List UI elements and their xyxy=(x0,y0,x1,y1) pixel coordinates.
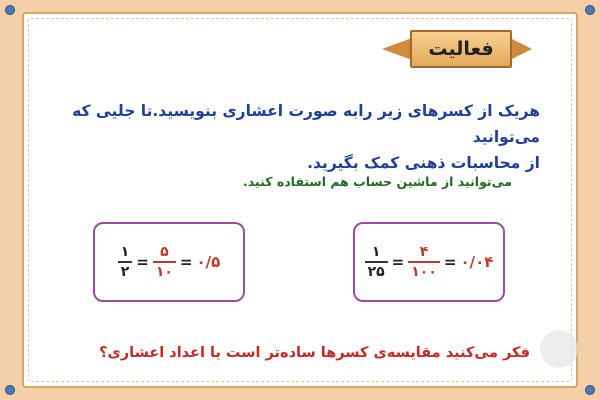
equivalent-fraction xyxy=(408,244,440,280)
fraction-numerator: ۵ xyxy=(160,244,169,261)
fraction-bar xyxy=(365,261,388,263)
fraction-denominator: ۲۵ xyxy=(367,263,385,280)
fraction-expression xyxy=(365,244,494,280)
fraction-numerator: ۱ xyxy=(371,244,381,261)
fraction-denominator: ۱۰۰ xyxy=(411,263,437,280)
instruction-line-1: هریک از کسرهای زیر رابه صورت اعشاری بنویسید.تا جلیی که می‌توانید xyxy=(72,102,540,146)
instruction-line-2: از محاسبات ذهنی کمک بگیرید. xyxy=(307,154,540,172)
equals-sign: = xyxy=(179,253,193,271)
equals-sign: = xyxy=(136,253,149,271)
fraction-numerator: ۱ xyxy=(120,244,130,261)
original-fraction xyxy=(118,244,133,280)
banner-title: فعالیت xyxy=(428,38,494,60)
corner-dot-icon xyxy=(585,385,595,395)
equivalent-fraction xyxy=(153,244,176,280)
calculator-note: می‌توانید از ماشین حساب هم استفاده کنید. xyxy=(243,174,512,189)
frame-decoration-line xyxy=(28,18,572,382)
example-card-half xyxy=(93,222,245,302)
instruction-paragraph xyxy=(40,98,540,176)
fraction-numerator: ۴ xyxy=(419,244,429,261)
fraction-bar xyxy=(153,261,176,263)
corner-dot-icon xyxy=(5,5,15,15)
activity-banner xyxy=(382,28,532,70)
fraction-bar xyxy=(408,261,440,263)
banner-board xyxy=(410,30,512,68)
equals-sign: = xyxy=(391,253,405,271)
fraction-denominator: ۱۰ xyxy=(155,263,173,280)
banner-ribbon-right xyxy=(510,38,532,60)
example-card-twenty-fifth xyxy=(353,222,505,302)
watermark-logo xyxy=(540,330,578,368)
corner-dot-icon xyxy=(5,385,15,395)
equals-sign: = xyxy=(443,253,457,271)
fraction-denominator: ۲ xyxy=(120,263,130,280)
reflection-question: فکر می‌کنید مقایسه‌ی کسرها ساده‌تر است یا اعداد اعشاری؟ xyxy=(99,345,530,361)
decimal-result: ۰/۵ xyxy=(196,253,221,271)
fraction-bar xyxy=(118,261,133,263)
corner-dot-icon xyxy=(585,5,595,15)
banner-ribbon-left xyxy=(382,38,412,60)
original-fraction xyxy=(365,244,388,280)
decimal-result: ۰/۰۴ xyxy=(460,253,494,271)
fraction-expression xyxy=(118,244,221,280)
